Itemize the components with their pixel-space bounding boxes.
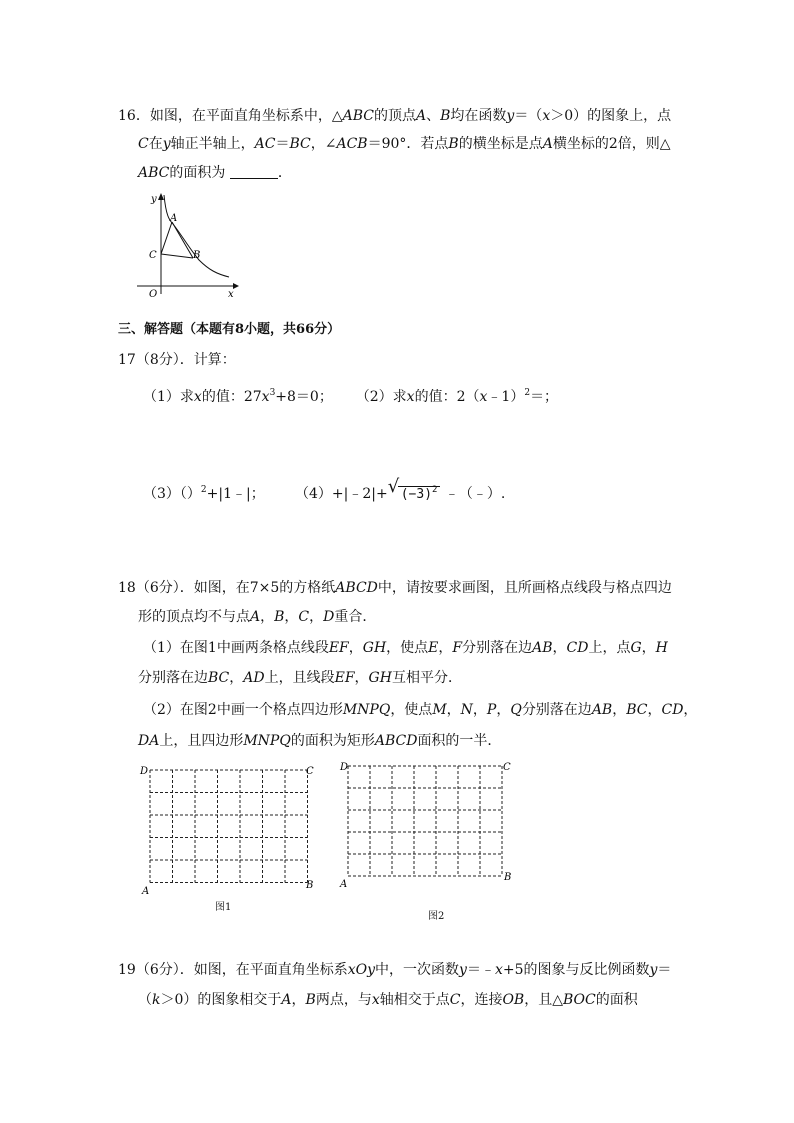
q18-figure-1 — [138, 762, 328, 897]
text: （4）+|﹣2|+ — [295, 486, 388, 502]
text: 中，请按要求画图，且所画格点线段与格点四边 — [377, 580, 672, 596]
text: y — [649, 962, 658, 978]
label-c: C — [306, 766, 314, 777]
text: B — [305, 992, 316, 1008]
label-a: A — [170, 213, 178, 224]
text: BC — [626, 702, 648, 718]
text: （2）求 — [355, 389, 407, 405]
text: 2 — [200, 485, 207, 495]
text: A — [542, 136, 553, 152]
text: Q — [510, 702, 522, 718]
text: x — [542, 108, 551, 124]
text: +|1﹣|； — [206, 486, 265, 502]
text: AB — [591, 702, 613, 718]
text: OB — [502, 992, 525, 1008]
text: G — [630, 640, 642, 656]
text: 的面积为矩形 — [290, 733, 375, 749]
text: AB — [532, 640, 553, 656]
text: A — [250, 609, 261, 625]
text: ＝； — [530, 389, 559, 405]
text: ，连接 — [460, 992, 503, 1008]
text: x — [479, 389, 488, 405]
q18-figure-2 — [336, 760, 526, 890]
label-b: B — [193, 250, 201, 261]
text: 在 — [148, 136, 163, 152]
text: 分别落在边 — [521, 702, 592, 718]
label-c: C — [503, 762, 511, 773]
radicand — [398, 486, 441, 502]
q18-line-1 — [118, 578, 672, 598]
text: y — [506, 108, 515, 124]
q18-part-1-line-2 — [138, 668, 462, 688]
segment-cb — [161, 254, 193, 258]
text: EF — [334, 670, 355, 686]
text: k — [152, 992, 161, 1008]
label-y: y — [151, 194, 157, 205]
text: C — [298, 609, 310, 625]
text: ，使点 — [386, 640, 429, 656]
label-a: A — [340, 879, 348, 890]
text: MNPQ — [243, 733, 291, 749]
text: 3 — [269, 388, 276, 398]
text: x — [193, 389, 202, 405]
text: x — [494, 962, 503, 978]
text: B — [440, 108, 451, 124]
text: 2 — [524, 388, 531, 398]
answer-blank[interactable] — [230, 166, 278, 179]
text: 上，且线段 — [264, 670, 335, 686]
text: 中，一次函数 — [375, 962, 460, 978]
text: C — [138, 136, 149, 152]
text: AD — [243, 670, 265, 686]
q16-line-3 — [138, 163, 292, 183]
text: x — [261, 389, 270, 405]
q16-figure — [135, 190, 240, 302]
x-arrow — [233, 283, 239, 289]
text: ． — [277, 165, 292, 181]
text: 16．如图，在平面直角坐标系中，△ — [118, 108, 343, 124]
text: ， — [284, 609, 299, 625]
text: ， — [354, 670, 369, 686]
figure-1-caption: 图1 — [215, 902, 232, 913]
text: 均在函数 — [450, 108, 507, 124]
text: ，使点 — [390, 702, 433, 718]
hyperbola-curve — [164, 195, 229, 277]
text: ＝90°．若点 — [367, 136, 449, 152]
text: ， — [647, 702, 662, 718]
text: ， — [612, 702, 627, 718]
text: ， — [260, 609, 275, 625]
grid — [348, 766, 502, 876]
text: EF — [328, 640, 349, 656]
text: 上，且四边形 — [159, 733, 244, 749]
text: ， — [229, 670, 244, 686]
text: ， — [291, 992, 306, 1008]
text: C — [449, 992, 461, 1008]
label-a: A — [142, 886, 150, 897]
text: AC — [254, 136, 276, 152]
q19-line-1 — [118, 960, 671, 980]
q18-line-2 — [138, 607, 376, 627]
label-b: B — [306, 880, 314, 891]
section-heading: 三、解答题（本题有8小题，共66分） — [118, 322, 341, 337]
text: A — [281, 992, 292, 1008]
label-x: x — [228, 289, 234, 300]
q17-parts-1-2 — [143, 383, 558, 407]
text: CD — [661, 702, 684, 718]
text: BOC — [563, 992, 596, 1008]
text: x — [371, 992, 380, 1008]
text: ， — [641, 640, 656, 656]
text: ﹣1） — [487, 389, 525, 405]
q18-part-2-line-2 — [138, 731, 501, 751]
text: ABCD — [374, 733, 418, 749]
text: ＞0）的图象上，点 — [550, 108, 672, 124]
text: ，∠ — [310, 136, 337, 152]
text: ， — [496, 702, 511, 718]
q17-part-4 — [295, 476, 506, 505]
text: （ — [138, 992, 152, 1008]
text: ，且△ — [524, 992, 563, 1008]
text: ACB — [336, 136, 368, 152]
q16-line-2 — [138, 134, 671, 154]
text: N — [460, 702, 473, 718]
text: x — [406, 389, 415, 405]
text: ＝ — [275, 136, 290, 152]
text: ， — [348, 640, 363, 656]
text: GH — [368, 670, 392, 686]
text: (−3) — [400, 487, 433, 502]
text: ， — [438, 640, 453, 656]
sqrt-expression — [387, 476, 441, 505]
segment-ca — [161, 222, 172, 254]
text: （3）（） — [143, 486, 201, 502]
q17-head: 17（8分）．计算： — [118, 352, 236, 368]
text: ， — [683, 702, 698, 718]
text: ， — [472, 702, 487, 718]
text: ＝（ — [514, 108, 543, 124]
text: 分别落在边 — [462, 640, 533, 656]
text: ， — [446, 702, 461, 718]
text: y — [162, 136, 171, 152]
q18-part-2-line-1 — [143, 700, 697, 720]
text: （1）求 — [143, 389, 194, 405]
grid — [150, 770, 308, 883]
text: H — [655, 640, 668, 656]
text: ， — [309, 609, 324, 625]
text: 轴正半轴上， — [170, 136, 255, 152]
text: P — [486, 702, 497, 718]
text: 的顶点 — [373, 108, 416, 124]
text: +5的图象与反比例函数 — [502, 962, 650, 978]
text: BC — [289, 136, 311, 152]
text: CD — [566, 640, 589, 656]
text: ＝ — [657, 962, 672, 978]
text: B — [274, 609, 285, 625]
text: 的面积为 — [169, 165, 226, 181]
text: 两点，与 — [315, 992, 372, 1008]
text: 、 — [426, 108, 441, 124]
text: y — [459, 962, 467, 978]
label-d: D — [340, 762, 349, 773]
text: 的面积 — [595, 992, 638, 1008]
radical-sign: √ — [387, 476, 400, 497]
text: 面积的一半． — [417, 733, 502, 749]
text: 轴相交于点 — [379, 992, 450, 1008]
text: M — [432, 702, 447, 718]
text: E — [428, 640, 439, 656]
text: 19（6分）．如图，在平面直角坐标系 — [118, 962, 348, 978]
text: （2）在图2中画一个格点四边形 — [143, 702, 343, 718]
text: B — [448, 136, 459, 152]
q19-line-2 — [138, 990, 638, 1010]
text: ABC — [342, 108, 374, 124]
label-o: O — [149, 289, 158, 300]
text: GH — [362, 640, 387, 656]
text: ， — [552, 640, 567, 656]
text: ABC — [138, 165, 170, 181]
label-d: D — [140, 766, 149, 777]
label-c: C — [149, 250, 157, 261]
q16-line-1 — [118, 106, 671, 126]
text: 分别落在边 — [138, 670, 208, 686]
text: 形的顶点均不与点 — [138, 609, 250, 625]
text: 上，点 — [588, 640, 631, 656]
text: 2 — [432, 485, 438, 495]
text: DA — [138, 733, 160, 749]
text: 横坐标的2倍，则△ — [552, 136, 671, 152]
text: ＞0）的图象相交于 — [160, 992, 282, 1008]
text: A — [415, 108, 427, 124]
text: MNPQ — [342, 702, 391, 718]
text: 重合． — [334, 609, 377, 625]
text: （1）在图1中画两条格点线段 — [143, 640, 329, 656]
segment-ab — [172, 222, 193, 258]
q17-part-3 — [143, 480, 265, 504]
text: F — [452, 640, 463, 656]
figure-2-caption: 图2 — [428, 911, 445, 922]
text: BC — [208, 670, 230, 686]
text: ﹣（﹣）. — [444, 486, 506, 502]
text: ＝﹣ — [466, 962, 495, 978]
q18-part-1-line-1 — [143, 638, 668, 658]
y-arrow — [158, 193, 164, 200]
text: 的横坐标是点 — [458, 136, 543, 152]
text: 互相平分． — [391, 670, 462, 686]
text: 的值：2（ — [414, 389, 480, 405]
text: +8＝0； — [275, 389, 333, 405]
text: 的值：27 — [201, 389, 262, 405]
text: 18（6分）．如图，在7×5的方格纸 — [118, 580, 336, 596]
text: D — [323, 609, 335, 625]
text: xOy — [347, 962, 376, 978]
label-b: B — [504, 872, 512, 883]
text: ABCD — [335, 580, 378, 596]
